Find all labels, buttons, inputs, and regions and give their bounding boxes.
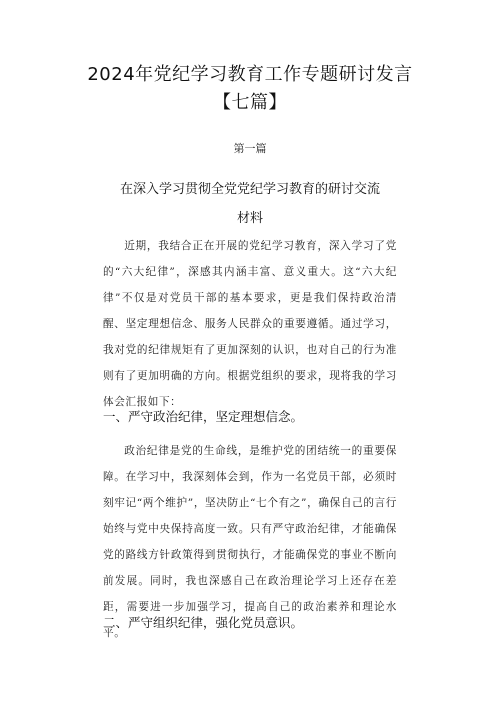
section-label: 第一篇 — [233, 142, 267, 155]
article-title: 在深入学习贯彻全党党纪学习教育的研讨交流 — [119, 182, 380, 197]
section-heading-1: 一、严守政治纪律，坚定理想信念。 — [103, 409, 304, 424]
intro-paragraph: 近期，我结合正在开展的党纪学习教育，深入学习了党的“六大纪律”，深感其内涵丰富、意义重大。这“六大纪律”不仅是对党员干部的基本要求，更是我们保持政治清醒、坚定理想信念、服务人民群众的重要遵循。通过学习，我对党的纪律规矩有了更加深刻的认识，也对自己的行为准则有了更加明确的方向。根据党组织的要求，现将我的学习体会汇报如下： — [103, 240, 397, 408]
document-title: 2024年党纪学习教育工作专题研讨发言 — [87, 64, 413, 85]
body-paragraph-1: 政治纪律是党的生命线，是维护党的团结统一的重要保障。在学习中，我深刻体会到，作为一名党员干部，必须时刻牢记“两个维护”，坚决防止“七个有之”，确保自己的言行始终与党中央保持高度一致。只有严守政治纪律，才能确保党的路线方针政策得到贯彻执行，才能确保党的事业不断向前发展。同时，我也深感自己在政治理论学习上还存在差距，需要进一步加强学习，提高自己的政治素养和理论水平。 — [103, 445, 397, 639]
document-title-subtitle: 【七篇】 — [213, 92, 287, 113]
section-heading-2: 二、严守组织纪律，强化党员意识。 — [103, 615, 304, 630]
article-title-continued: 材料 — [236, 211, 263, 226]
